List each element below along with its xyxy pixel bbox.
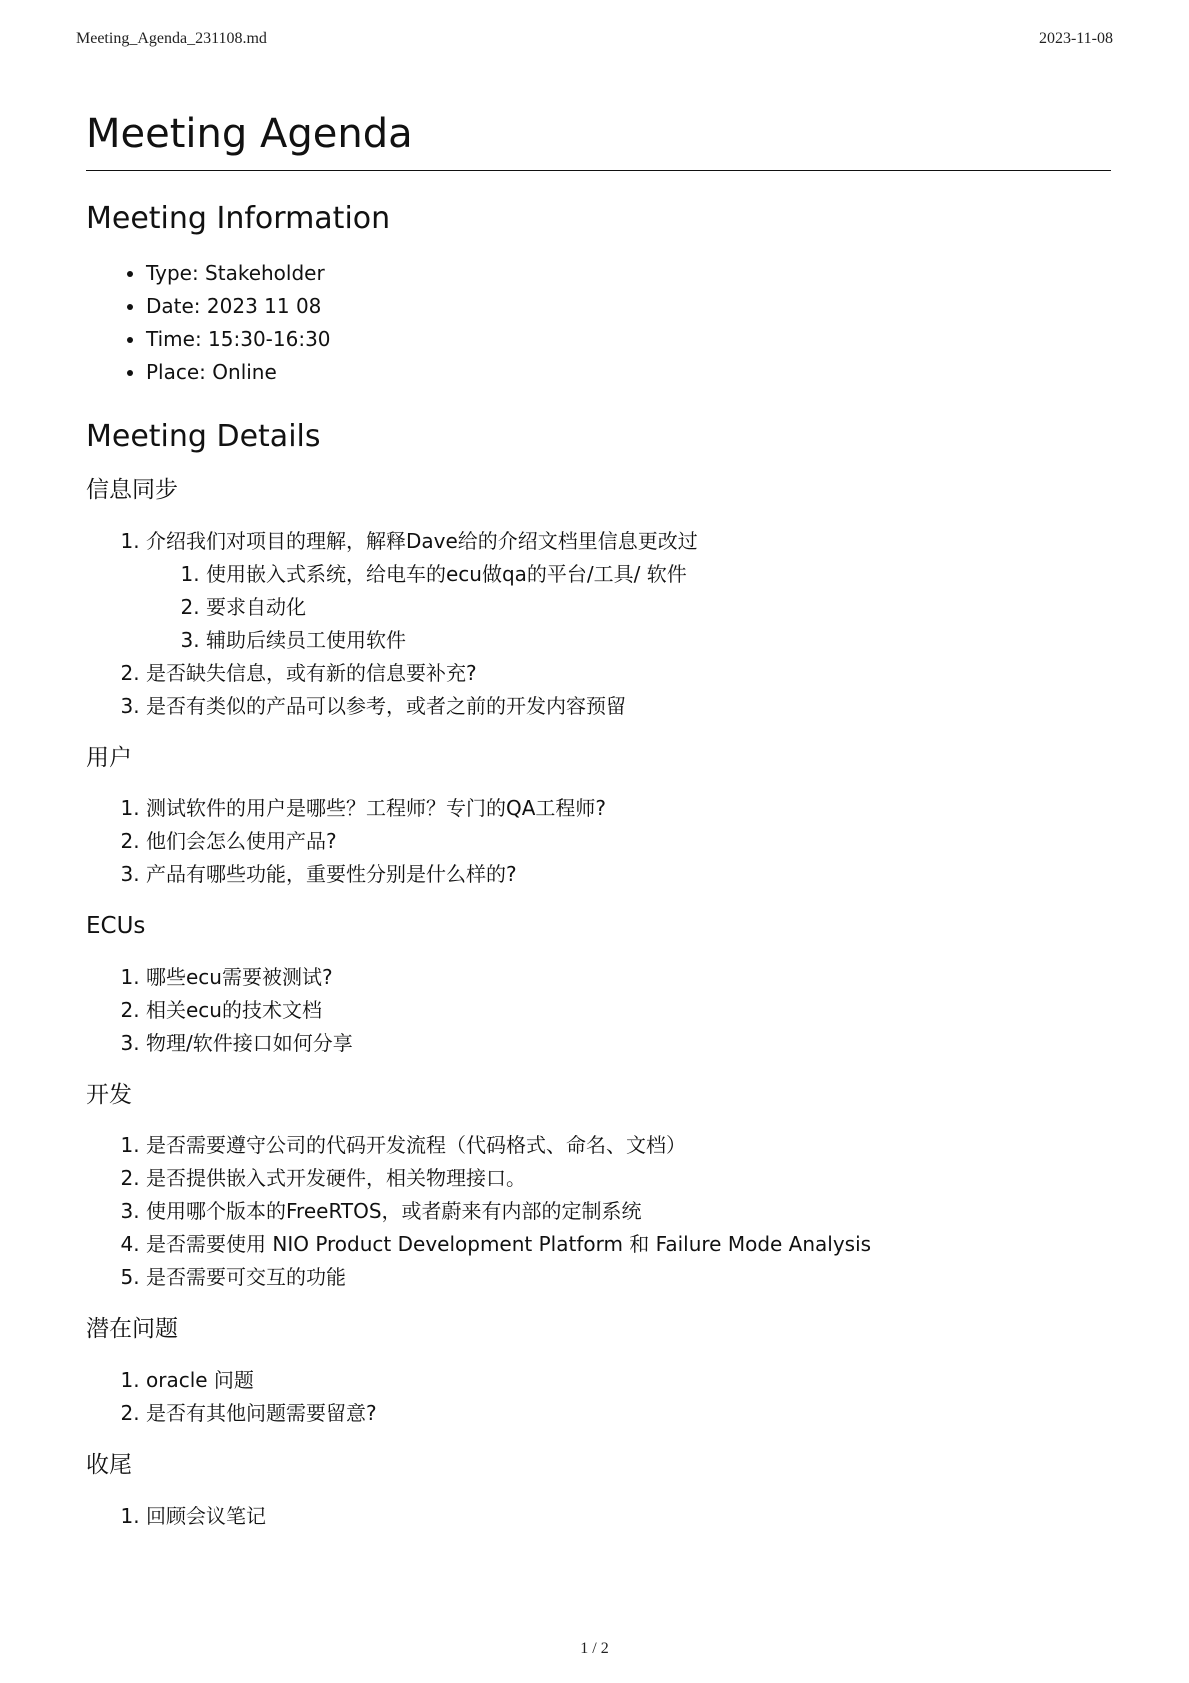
list-item: 1. 哪些ecu需要被测试? [146, 961, 1111, 994]
page-number: 1 / 2 [580, 1640, 609, 1657]
info-item: • Type: Stakeholder [146, 257, 1111, 290]
list-item: 3. 产品有哪些功能，重要性分别是什么样的? [146, 858, 1111, 891]
list-item: 5. 是否需要可交互的功能 [146, 1261, 1111, 1294]
list-item: 2. 是否提供嵌入式开发硬件，相关物理接口。 [146, 1162, 1111, 1195]
list-item-text: 介绍我们对项目的理解，解释Dave给的介绍文档里信息更改过 [146, 528, 698, 553]
section-heading: 潜在问题 [86, 1316, 178, 1343]
header-filename: Meeting_Agenda_231108.md [76, 30, 267, 47]
list-item: 1. 回顾会议笔记 [146, 1500, 1111, 1533]
list-item: 1. 是否需要遵守公司的代码开发流程（代码格式、命名、文档） [146, 1129, 1111, 1162]
header-date: 2023-11-08 [1038, 30, 1113, 47]
sub-list [146, 558, 1111, 657]
sub-list-item: 3. 辅助后续员工使用软件 [206, 624, 1111, 657]
info-item: • Place: Online [146, 356, 1111, 389]
list-item: 3. 是否有类似的产品可以参考，或者之前的开发内容预留 [146, 690, 1111, 723]
list-item: 1. 测试软件的用户是哪些？工程师？专门的QA工程师? [146, 792, 1111, 825]
list-item: 2. 他们会怎么使用产品? [146, 825, 1111, 858]
section-heading: 信息同步 [86, 477, 178, 503]
list-item [146, 525, 1111, 657]
section-list [86, 1129, 1111, 1294]
info-item: • Time: 15:30-16:30 [146, 323, 1111, 356]
info-item: • Date: 2023 11 08 [146, 290, 1111, 323]
list-item: 1. oracle 问题 [146, 1364, 1111, 1397]
page-title: Meeting Agenda [86, 110, 1111, 171]
print-header [76, 30, 1113, 48]
list-item: 2. 是否有其他问题需要留意? [146, 1397, 1111, 1430]
list-item: 2. 相关ecu的技术文档 [146, 994, 1111, 1027]
list-item: 3. 使用哪个版本的FreeRTOS，或者蔚来有内部的定制系统 [146, 1195, 1111, 1228]
section-list [86, 1364, 1111, 1430]
list-item: 3. 物理/软件接口如何分享 [146, 1027, 1111, 1060]
sub-list-item: 2. 要求自动化 [206, 591, 1111, 624]
section-heading: 用户 [86, 744, 132, 771]
details-heading: Meeting Details [86, 419, 321, 454]
section-heading: 收尾 [86, 1451, 132, 1478]
sub-list-item: 1. 使用嵌入式系统，给电车的ecu做qa的平台/工具/ 软件 [206, 558, 1111, 591]
section-heading: 开发 [86, 1081, 132, 1108]
section-list [86, 525, 1111, 723]
section-list [86, 961, 1111, 1060]
info-heading: Meeting Information [86, 201, 391, 236]
info-list [86, 257, 1111, 389]
list-item: 4. 是否需要使用 NIO Product Development Platform 和 Failure Mode Analysis [146, 1228, 1111, 1261]
document-body [86, 110, 1111, 1533]
section-heading: ECUs [86, 913, 146, 940]
section-list [86, 792, 1111, 891]
list-item: 2. 是否缺失信息，或有新的信息要补充? [146, 657, 1111, 690]
section-list [86, 1500, 1111, 1533]
